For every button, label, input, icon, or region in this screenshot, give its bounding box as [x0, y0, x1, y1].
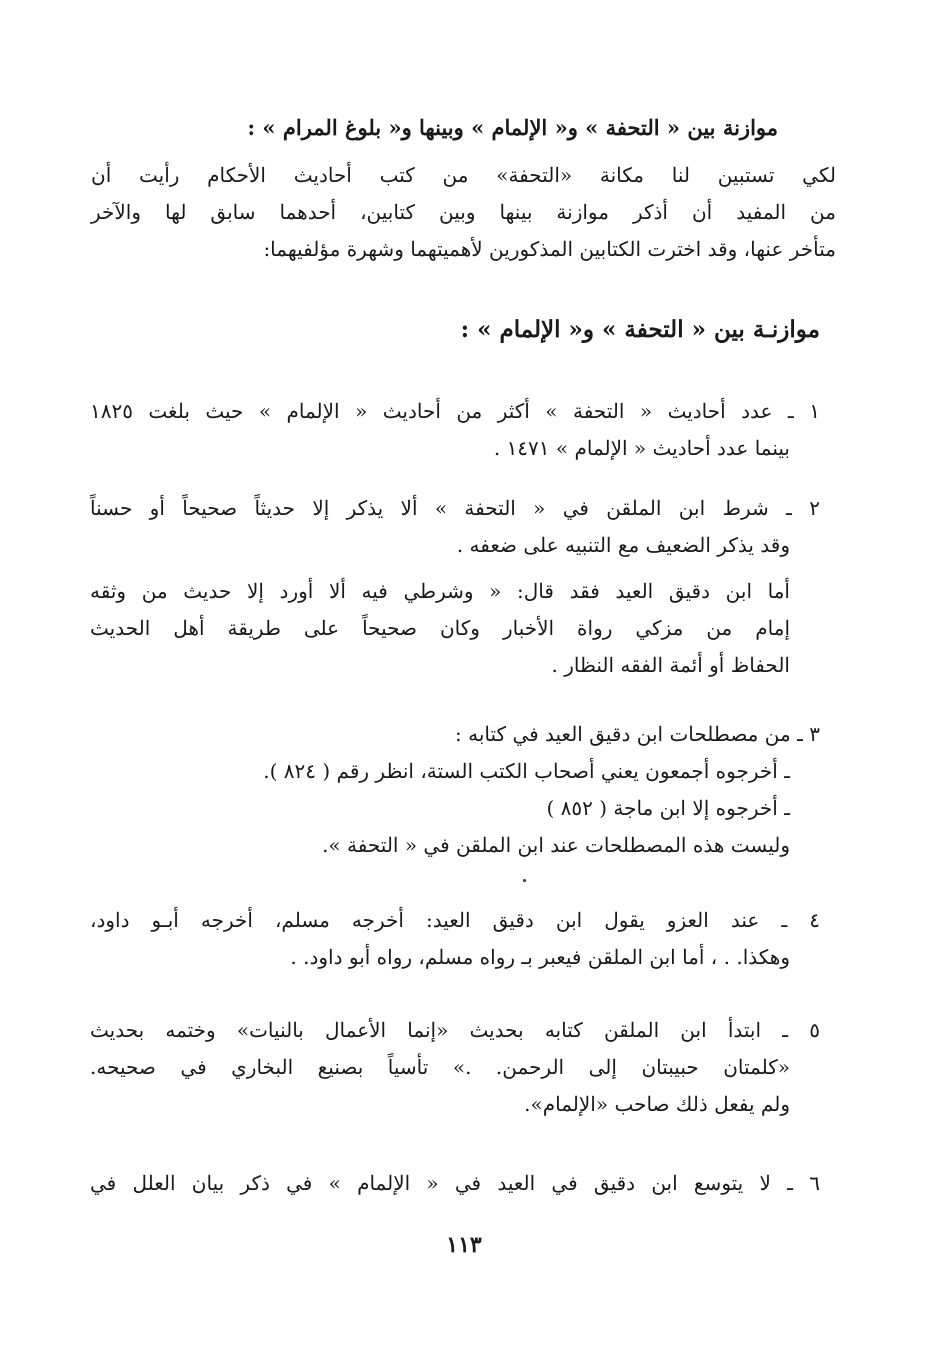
- list-item-2: [90, 490, 820, 564]
- list-item-6: [90, 1165, 820, 1202]
- section-heading-comparison: موازنة بين « التحفة » و« الإلمام » وبينها و« بلوغ المرام » :: [247, 115, 778, 140]
- item-subline: ـ أخرجوه إلا ابن ماجة ( ٨٥٢ ): [546, 796, 790, 820]
- item-line: وهكذا. . ، أما ابن الملقن فيعبر بـ رواه مسلم، رواه أبو داود. .: [290, 945, 790, 969]
- page-number: ١١٣: [446, 1232, 482, 1258]
- item-line: إمام من مزكي رواة الأخبار وكان صحيحاً على طريقة أهل الحديث: [90, 616, 790, 640]
- list-item-3: [90, 716, 820, 864]
- item-line: ولم يفعل ذلك صاحب «الإلمام».: [524, 1092, 790, 1116]
- list-item-4: [90, 902, 820, 976]
- item-line: الحفاظ أو أئمة الفقه النظار .: [551, 653, 790, 677]
- item-line: ٤ ـ عند العزو يقول ابن دقيق العيد: أخرجه مسلم، أخرجه أبـو داود،: [90, 908, 820, 932]
- item-line: أما ابن دقيق العيد فقد قال: « وشرطي فيه ألا أورد إلا حديث من وثقه: [90, 579, 790, 603]
- item-subline: وليست هذه المصطلحات عند ابن الملقن في « التحفة ».: [322, 833, 790, 857]
- item-subline: ـ أخرجوه أجمعون يعني أصحاب الكتب الستة، انظر رقم ( ٨٢٤ ).: [263, 759, 790, 783]
- item-line: ١ ـ عدد أحاديث « التحفة » أكثر من أحاديث « الإلمام » حيث بلغت ١٨٢٥: [90, 399, 820, 423]
- list-item-1: [90, 393, 820, 467]
- list-item-5: [90, 1012, 820, 1123]
- scan-speck: [523, 879, 526, 882]
- item-line: ٢ ـ شرط ابن الملقن في « التحفة » ألا يذكر إلا حديثاً صحيحاً أو حسناً: [90, 496, 820, 520]
- intro-line: متأخر عنها، وقد اخترت الكتابين المذكورين لأهميتهما وشهرة مؤلفيهما:: [263, 237, 836, 261]
- item-line: بينما عدد أحاديث « الإلمام » ١٤٧١ .: [493, 436, 790, 460]
- section-heading-tuhfa-ilmam: موازنـة بين « التحفة » و« الإلمام » :: [460, 316, 820, 343]
- item-line: وقد يذكر الضعيف مع التنبيه على ضعفه .: [456, 533, 790, 557]
- list-item-2-continuation: [90, 573, 790, 684]
- intro-paragraph: [91, 157, 836, 268]
- item-line: ٥ ـ ابتدأ ابن الملقن كتابه بحديث «إنما الأعمال بالنيات» وختمه بحديث: [90, 1018, 820, 1042]
- item-line: «كلمتان حبيبتان إلى الرحمن. .» تأسياً بصنيع البخاري في صحيحه.: [90, 1055, 790, 1079]
- intro-line: لكي تستبين لنا مكانة «التحفة» من كتب أحاديث الأحكام رأيت أن: [91, 163, 836, 187]
- item-line: ٦ ـ لا يتوسع ابن دقيق في العيد في « الإلمام » في ذكر بيان العلل في: [90, 1171, 820, 1195]
- item-line: ٣ ـ من مصطلحات ابن دقيق العيد في كتابه :: [455, 722, 820, 746]
- intro-line: من المفيد أن أذكر موازنة بينها وبين كتابين، أحدهما سابق لها والآخر: [91, 200, 836, 224]
